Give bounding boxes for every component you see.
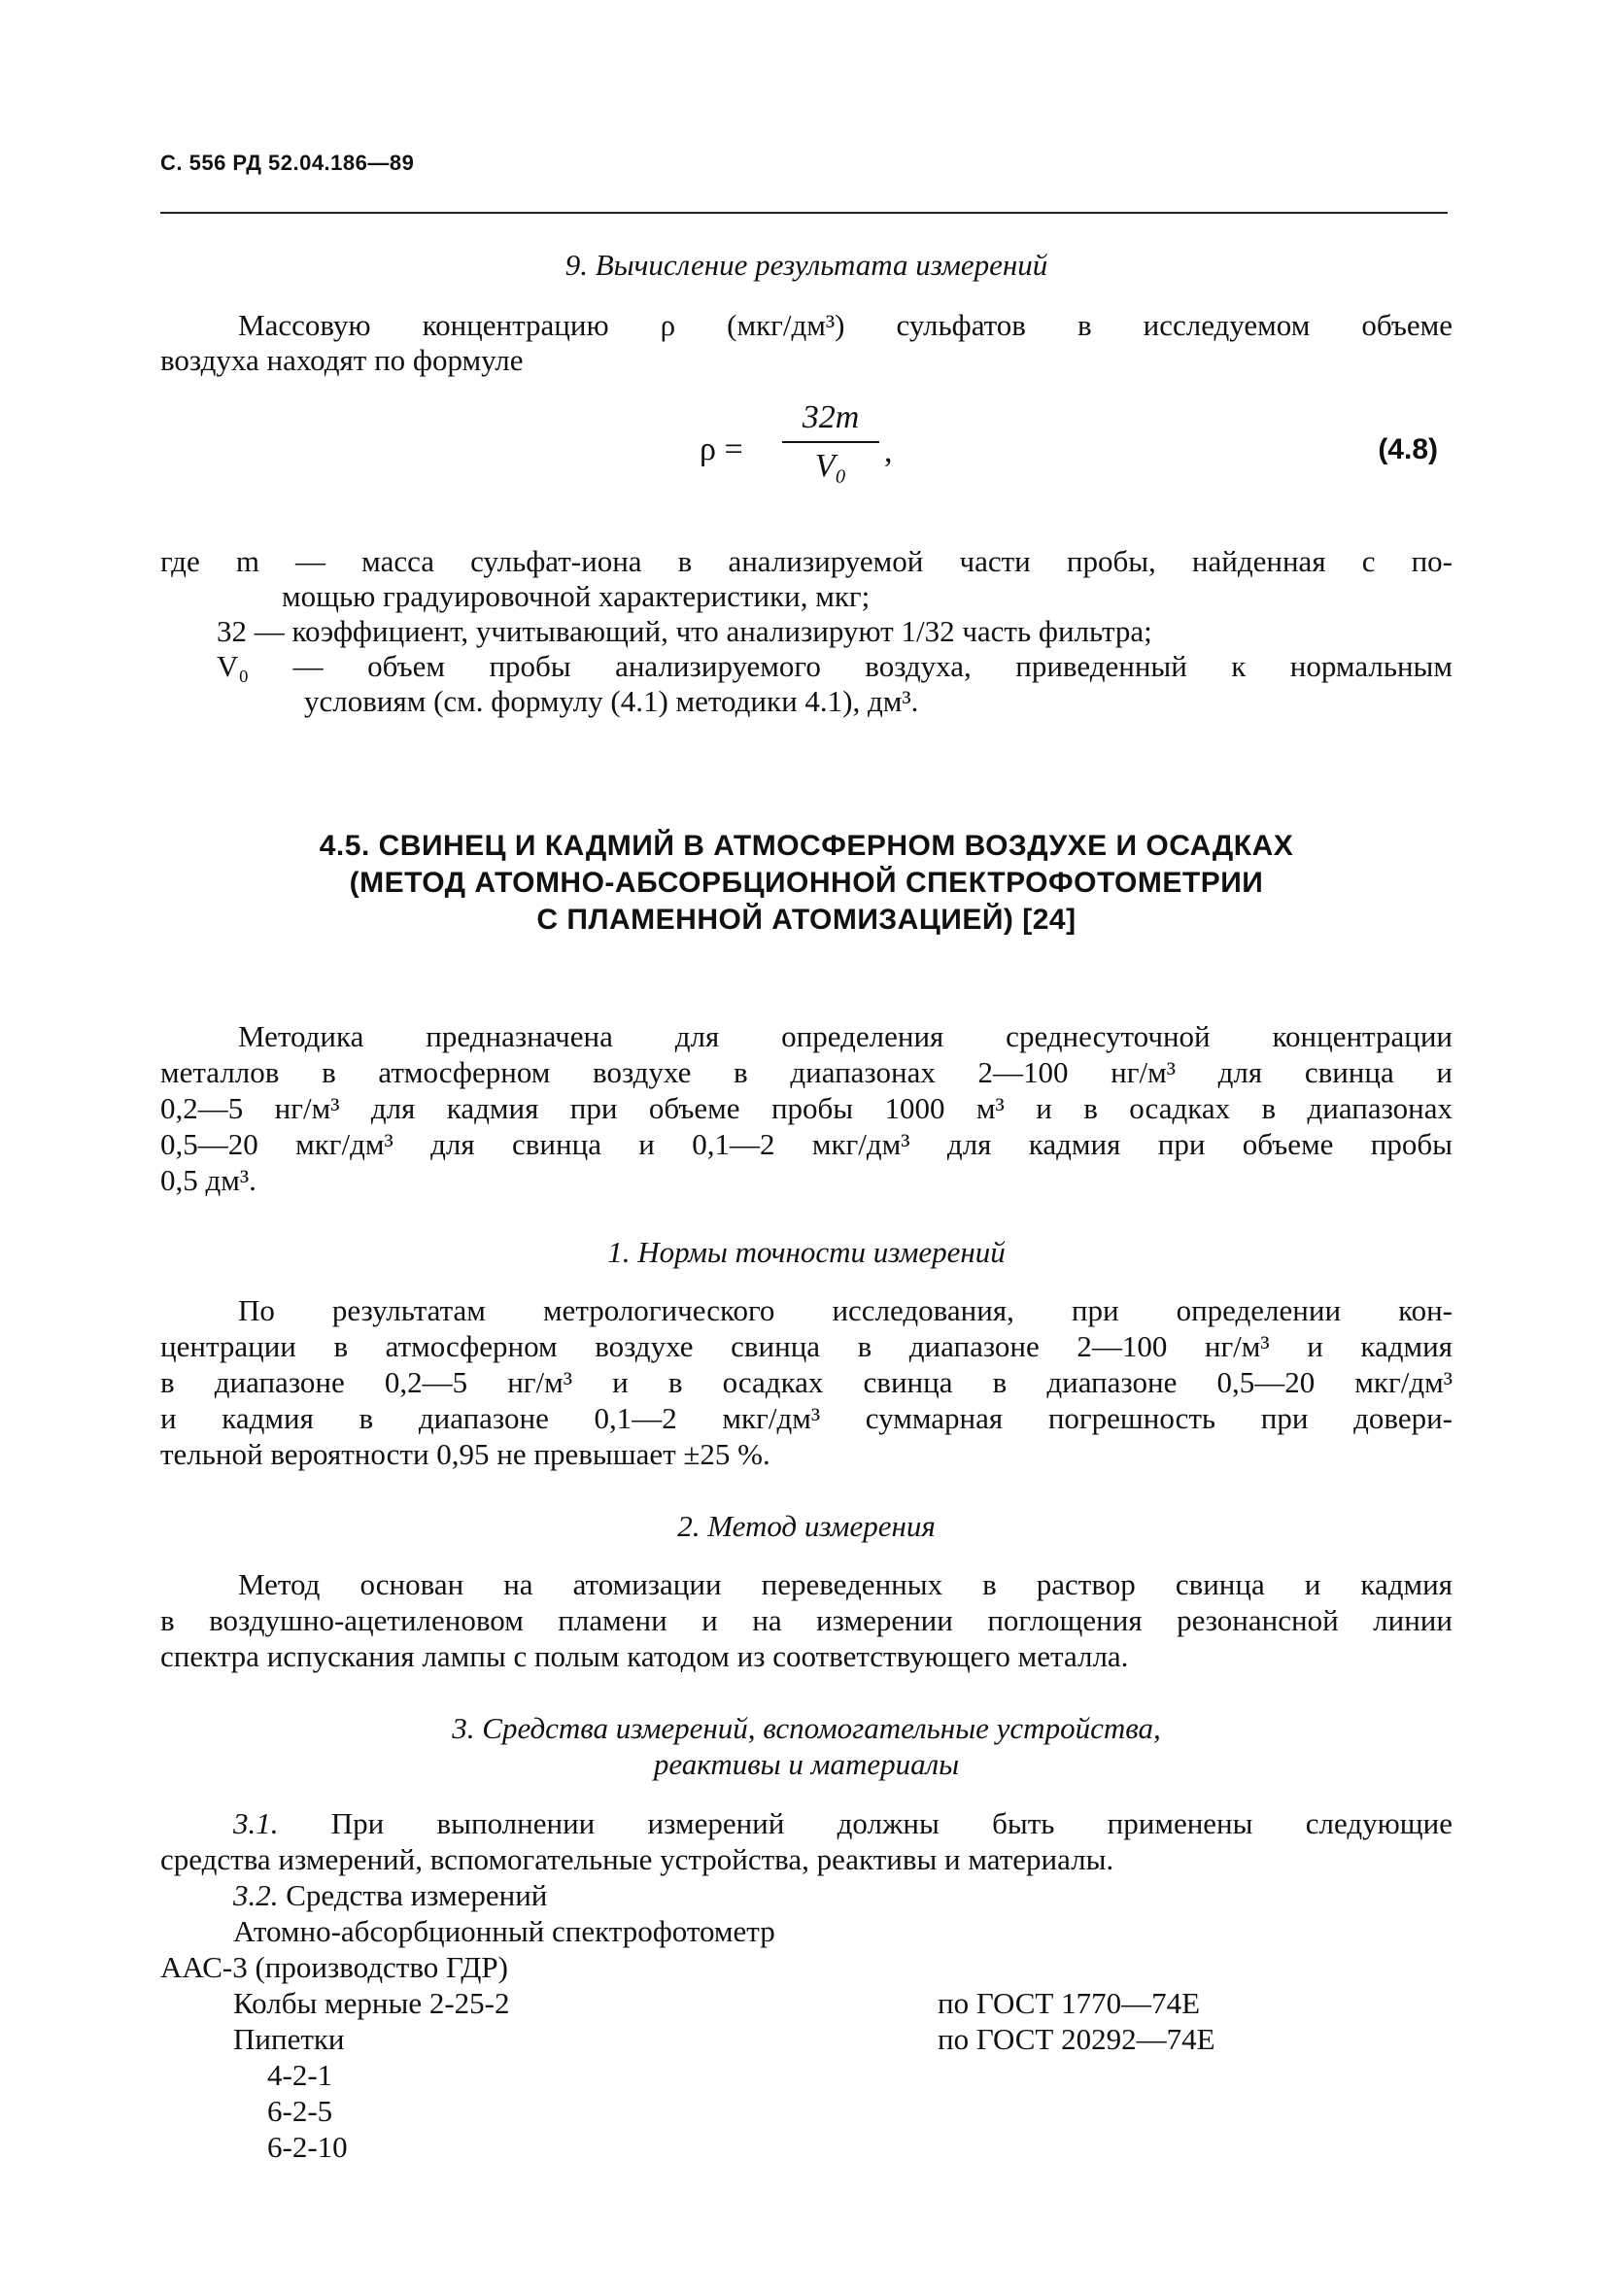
formula-lhs: ρ = <box>700 431 743 467</box>
p31-text: При выполнении измерений должны быть применены следующие <box>330 1806 1453 1840</box>
sub2-line2: в воздушно-ацетиленовом пламени и на измерении поглощения резонансной линии <box>160 1603 1453 1637</box>
formula-numerator: 32m <box>802 399 860 435</box>
sub3-title-line1: 3. Средства измерений, вспомогательные устройства, <box>452 1711 1161 1745</box>
where-line-2: мощью градуировочной характеристики, мкг; <box>282 579 871 613</box>
formula-fraction <box>782 398 879 486</box>
formula-denominator: V₀ <box>814 448 847 484</box>
item-pipettes <box>160 2021 1453 2057</box>
item-aas-line2: ААС-3 (производство ГДР) <box>160 1950 508 1984</box>
p32-number: 3.2. <box>233 1878 279 1912</box>
item-flasks <box>160 1985 1453 2021</box>
sub3-title-line2: реактивы и материалы <box>653 1747 960 1781</box>
sub1-line4: и кадмия в диапазоне 0,1—2 мкг/дм³ суммарная погрешность при довери- <box>160 1401 1453 1435</box>
section45-title-line1: 4.5. СВИНЕЦ И КАДМИЙ В АТМОСФЕРНОМ ВОЗДУХЕ И ОСАДКАХ <box>319 830 1294 862</box>
equation-number: (4.8) <box>1378 433 1438 465</box>
flasks-gost: по ГОСТ 1770—74Е <box>938 1986 1201 2020</box>
p31-line1 <box>160 1805 1453 1841</box>
p32-line <box>160 1877 1525 1913</box>
p32-text: Средства измерений <box>286 1878 548 1912</box>
p31-line2: средства измерений, вспомогательные устройства, реактивы и материалы. <box>160 1842 1114 1876</box>
item-aas-line1: Атомно-абсорбционный спектрофотометр <box>233 1914 775 1948</box>
sub1-line5: тельной вероятности 0,95 не превышает ±25 %. <box>160 1437 770 1471</box>
where-line-3: 32 — коэффициент, учитывающий, что анализируют 1/32 часть фильтра; <box>217 614 1152 648</box>
p31-number: 3.1. <box>233 1806 279 1840</box>
sub2-line3: спектра испускания лампы с полым катодом из соответствующего металла. <box>160 1639 1129 1673</box>
intro-line4: 0,5—20 мкг/дм³ для свинца и 0,1—2 мкг/дм³ для кадмия при объеме пробы <box>160 1127 1453 1161</box>
header-rule <box>160 212 1448 214</box>
section45-title-line3: С ПЛАМЕННОЙ АТОМИЗАЦИЕЙ) [24] <box>536 904 1077 936</box>
intro-line2: металлов в атмосферном воздухе в диапазонах 2—100 нг/м³ для свинца и <box>160 1055 1453 1089</box>
section9-title: 9. Вычисление результата измерений <box>564 248 1048 282</box>
where-line-4: V₀ — объем пробы анализируемого воздуха, приведенный к нормальным <box>217 649 1453 683</box>
section9-para-line1: Массовую концентрацию ρ (мкг/дм³) сульфатов в исследуемом объеме <box>238 308 1453 342</box>
sub1-line3: в диапазоне 0,2—5 нг/м³ и в осадках свинца в диапазоне 0,5—20 мкг/дм³ <box>160 1365 1453 1399</box>
where-line-5: условиям (см. формулу (4.1) методики 4.1), дм³. <box>304 684 919 718</box>
pipettes-label: Пипетки <box>233 2022 345 2056</box>
fraction-bar <box>782 441 879 443</box>
section9-para-line2: воздуха находят по формуле <box>160 343 524 377</box>
formula-comma: , <box>884 433 893 469</box>
running-header: С. 556 РД 52.04.186—89 <box>160 151 415 175</box>
where-clause <box>160 544 1453 719</box>
intro-line3: 0,2—5 нг/м³ для кадмия при объеме пробы 1000 м³ и в осадках в диапазонах <box>160 1091 1453 1125</box>
intro-line1: Методика предназначена для определения среднесуточной концентрации <box>238 1019 1453 1053</box>
formula-4-8 <box>680 398 1457 505</box>
flasks-label: Колбы мерные 2-25-2 <box>233 1986 510 2020</box>
sub1-title: 1. Нормы точности измерений <box>607 1235 1006 1269</box>
pipette-type: 6-2-5 <box>267 2094 333 2128</box>
section45-title-line2: (МЕТОД АТОМНО-АБСОРБЦИОННОЙ СПЕКТРОФОТОМЕТРИИ <box>349 867 1264 899</box>
where-line-1: где m — масса сульфат-иона в анализируемой части пробы, найденная с по- <box>160 544 1453 578</box>
sub2-line1: Метод основан на атомизации переведенных в раствор свинца и кадмия <box>238 1567 1453 1601</box>
pipette-type: 6-2-10 <box>267 2130 348 2164</box>
pipette-type: 4-2-1 <box>267 2058 333 2092</box>
equipment-list <box>160 1913 1453 2165</box>
pipettes-gost: по ГОСТ 20292—74Е <box>938 2022 1215 2056</box>
sub1-line2: центрации в атмосферном воздухе свинца в диапазоне 2—100 нг/м³ и кадмия <box>160 1329 1453 1363</box>
intro-line5: 0,5 дм³. <box>160 1163 256 1197</box>
sub2-title: 2. Метод измерения <box>677 1509 936 1543</box>
sub1-line1: По результатам метрологического исследования, при определении кон- <box>238 1293 1453 1327</box>
